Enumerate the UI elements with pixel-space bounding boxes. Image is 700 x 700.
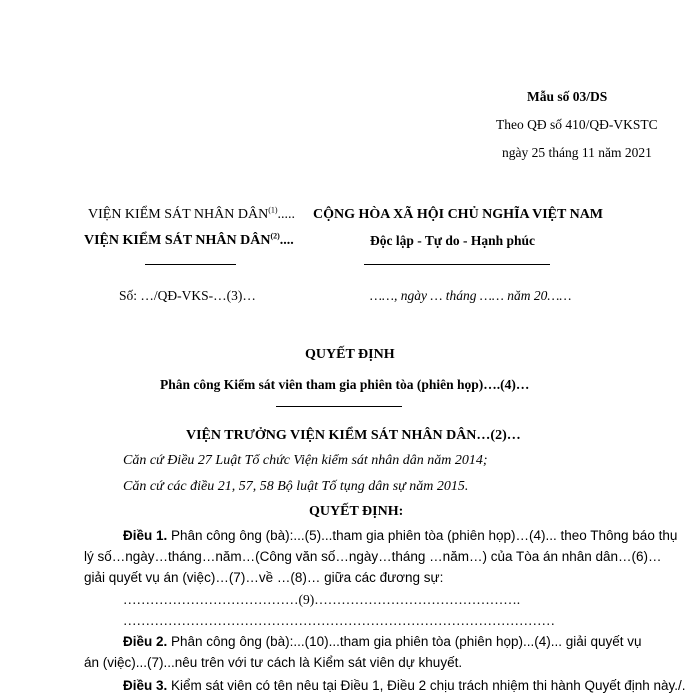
article-1-line-2: lý số…ngày…tháng…năm…(Công văn số…ngày…tháng …năm…) của Tòa án nhân dân…(6)… xyxy=(84,549,662,564)
article-2-line-2: án (việc)...(7)...nêu trên với tư cách là Kiểm sát viên dự khuyết. xyxy=(84,655,463,670)
article-2-line-1 xyxy=(123,634,642,649)
article-1-label: Điều 1. xyxy=(123,528,168,543)
agency-line-1-dots: ..... xyxy=(277,207,296,222)
place-and-date: ……, ngày … tháng …… năm 20…… xyxy=(370,288,572,303)
decision-title: QUYẾT ĐỊNH xyxy=(305,347,395,362)
motto-underline xyxy=(364,264,550,265)
form-date: ngày 25 tháng 11 năm 2021 xyxy=(502,145,652,160)
agency-line-2 xyxy=(84,233,294,249)
agency-line-2-dots: .... xyxy=(279,233,294,248)
agency-underline xyxy=(145,264,236,265)
parties-dots-line-1: …………………………………(9)………………………………………. xyxy=(123,592,521,607)
issuing-authority: VIỆN TRƯỞNG VIỆN KIỂM SÁT NHÂN DÂN…(2)… xyxy=(186,428,521,443)
agency-line-2-text: VIỆN KIỂM SÁT NHÂN DÂN xyxy=(84,233,271,248)
article-3-text-1: Kiểm sát viên có tên nêu tại Điều 1, Điều 2 chịu trách nhiệm thi hành Quyết định này./. xyxy=(167,678,686,693)
legal-basis-2: Căn cứ các điều 21, 57, 58 Bộ luật Tố tụng dân sự năm 2015. xyxy=(123,479,469,494)
article-1-text-1: Phân công ông (bà):...(5)...tham gia phiên tòa (phiên họp)…(4)... theo Thông báo thụ xyxy=(167,528,678,543)
decision-subtitle: Phân công Kiểm sát viên tham gia phiên tòa (phiên họp)….(4)… xyxy=(160,377,530,392)
footnote-1-marker: (1) xyxy=(268,205,278,215)
article-3-label: Điều 3. xyxy=(123,678,168,693)
agency-line-1 xyxy=(88,207,295,223)
form-number: Mẫu số 03/DS xyxy=(527,89,608,104)
decision-heading: QUYẾT ĐỊNH: xyxy=(309,504,404,519)
article-3-line-1 xyxy=(123,678,686,693)
nation-title: CỘNG HÒA XÃ HỘI CHỦ NGHĨA VIỆT NAM xyxy=(313,207,604,222)
document-number: Số: …/QĐ-VKS-…(3)… xyxy=(119,288,256,303)
article-2-text-1: Phân công ông (bà):...(10)...tham gia phiên tòa (phiên họp)...(4)... giải quyết vụ xyxy=(167,634,642,649)
legal-basis-1: Căn cứ Điều 27 Luật Tổ chức Viện kiểm sát nhân dân năm 2014; xyxy=(123,453,488,468)
footnote-2-marker: (2) xyxy=(270,231,280,241)
article-2-label: Điều 2. xyxy=(123,634,168,649)
national-motto: Độc lập - Tự do - Hạnh phúc xyxy=(370,233,536,248)
parties-dots-line-2: …………………………………………………………………………………… xyxy=(123,613,555,628)
article-1-line-3: giải quyết vụ án (việc)…(7)…về …(8)… giữa các đương sự: xyxy=(84,570,444,585)
agency-line-1-text: VIỆN KIỂM SÁT NHÂN DÂN xyxy=(88,207,269,222)
title-underline xyxy=(276,406,402,407)
article-1-line-1 xyxy=(123,528,677,543)
form-reference: Theo QĐ số 410/QĐ-VKSTC xyxy=(496,117,658,132)
